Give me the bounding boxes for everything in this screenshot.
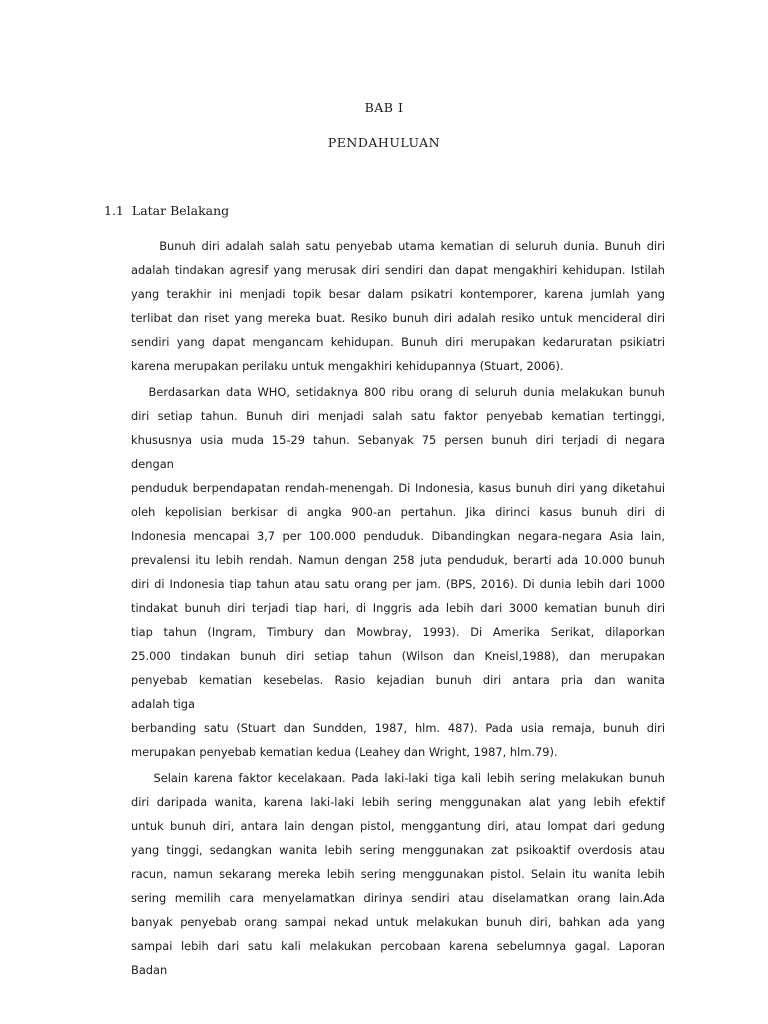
text-line: khususnya usia muda 15-29 tahun. Sebanyak 75 persen bunuh diri terjadi di negara <box>131 433 665 447</box>
section-title: Latar Belakang <box>131 203 230 218</box>
chapter-title: PENDAHULUAN <box>327 135 441 150</box>
text-line: Indonesia mencapai 3,7 per 100.000 penduduk. Dibandingkan negara-negara Asia lain, <box>131 529 665 543</box>
chapter-number: BAB I <box>364 100 404 115</box>
text-line: dengan <box>131 457 174 471</box>
text-line: berbanding satu (Stuart dan Sundden, 1987, hlm. 487). Pada usia remaja, bunuh diri <box>131 721 665 735</box>
text-line: racun, namun sekarang mereka lebih sering menggunakan pistol. Selain itu wanita lebih <box>131 867 665 881</box>
text-line: diri di Indonesia tiap tahun atau satu orang per jam. (BPS, 2016). Di dunia lebih dari 1000 <box>131 577 665 591</box>
text-line: Bunuh diri adalah salah satu penyebab utama kematian di seluruh dunia. Bunuh diri <box>131 239 665 253</box>
text-line: sendiri yang dapat mengancam kehidupan. Bunuh diri merupakan kedaruratan psikiatri <box>131 335 665 349</box>
text-line: sering memilih cara menyelamatkan dirinya sendiri atau diselamatkan orang lain.Ada <box>131 891 665 905</box>
text-line: Badan <box>131 963 168 977</box>
text-line: yang terakhir ini menjadi topik besar dalam psikatri kontemporer, karena jumlah yang <box>131 287 665 301</box>
section-heading <box>104 203 229 218</box>
text-line: karena merupakan perilaku untuk mengakhiri kehidupannya (Stuart, 2006). <box>131 359 564 373</box>
text-line: merupakan penyebab kematian kedua (Leahey dan Wright, 1987, hlm.79). <box>131 745 558 759</box>
text-line: untuk bunuh diri, antara lain dengan pistol, menggantung diri, atau lompat dari gedung <box>131 819 665 833</box>
text-line: yang tinggi, sedangkan wanita lebih sering menggunakan zat psikoaktif overdosis atau <box>131 843 665 857</box>
text-line: penduduk berpendapatan rendah-menengah. Di Indonesia, kasus bunuh diri yang diketahui <box>131 481 665 495</box>
text-line: diri setiap tahun. Bunuh diri menjadi salah satu faktor penyebab kematian tertinggi, <box>131 409 665 423</box>
text-line: adalah tiga <box>131 697 196 711</box>
text-line: tiap tahun (Ingram, Timbury dan Mowbray, 1993). Di Amerika Serikat, dilaporkan <box>131 625 665 639</box>
text-line: Selain karena faktor kecelakaan. Pada laki-laki tiga kali lebih sering melakukan bunuh <box>131 771 665 785</box>
text-line: diri daripada wanita, karena laki-laki lebih sering menggunakan alat yang lebih efektif <box>131 795 665 809</box>
text-line: terlibat dan riset yang mereka buat. Resiko bunuh diri adalah resiko untuk mencideral diri <box>131 311 665 325</box>
text-line: tindakat bunuh diri terjadi tiap hari, di Inggris ada lebih dari 3000 kematian bunuh diri <box>131 601 665 615</box>
text-line: prevalensi itu lebih rendah. Namun dengan 258 juta penduduk, berarti ada 10.000 bunuh <box>131 553 665 567</box>
text-line: penyebab kematian kesebelas. Rasio kejadian bunuh diri antara pria dan wanita <box>131 673 665 687</box>
text-line: adalah tindakan agresif yang merusak diri sendiri dan dapat mengakhiri kehidupan. Istilah <box>131 263 665 277</box>
section-number: 1.1 <box>104 203 124 218</box>
text-line: banyak penyebab orang sampai nekad untuk melakukan bunuh diri, bahkan ada yang <box>131 915 665 929</box>
text-line: Berdasarkan data WHO, setidaknya 800 ribu orang di seluruh dunia melakukan bunuh <box>131 385 665 399</box>
text-line: sampai lebih dari satu kali melakukan percobaan karena sebelumnya gagal. Laporan <box>131 939 665 953</box>
text-line: oleh kepolisian berkisar di angka 900-an pertahun. Jika dirinci kasus bunuh diri di <box>131 505 665 519</box>
text-line: 25.000 tindakan bunuh diri setiap tahun (Wilson dan Kneisl,1988), dan merupakan <box>131 649 665 663</box>
